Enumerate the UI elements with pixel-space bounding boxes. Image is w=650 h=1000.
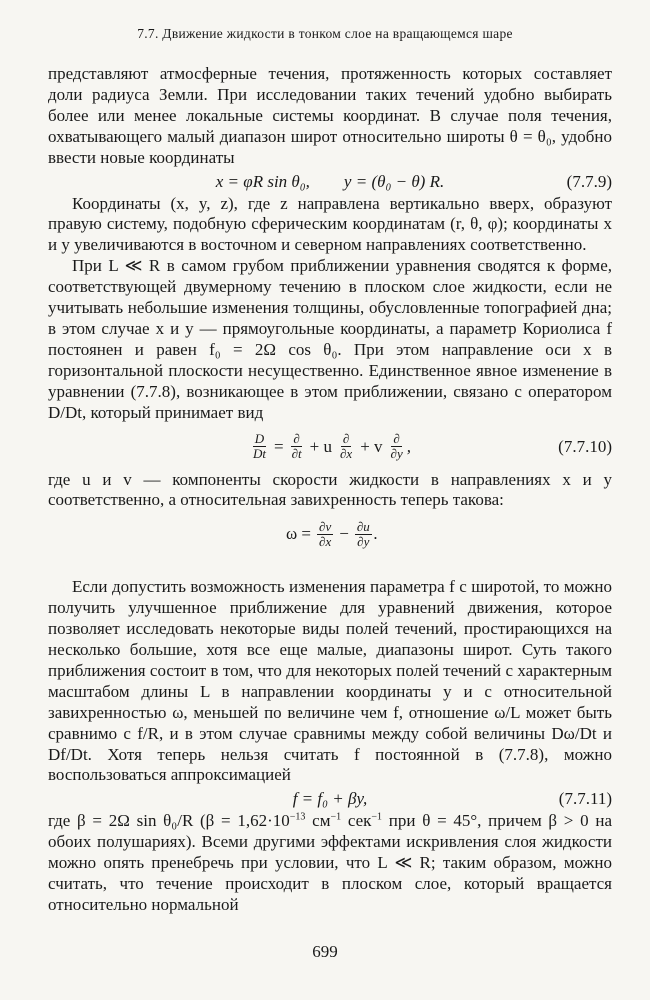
frac-denominator: ∂t xyxy=(291,446,302,461)
equation-7-7-10-body xyxy=(48,424,612,470)
equation-number-7-7-9: (7.7.9) xyxy=(566,171,612,191)
plus-v-term: + v xyxy=(360,436,383,456)
frac-numerator: ∂ xyxy=(393,431,400,446)
equation-7-7-11-body: f = f₀ + βy, xyxy=(292,789,368,809)
equals-sign: = xyxy=(274,436,284,456)
paragraph-1: представляют атмосферные течения, протяженность которых составляет доли радиуса Земли. При исследовании таких течений удобно выбирать более или менее локальные системы координат. В случае поля течения, охватывающего малый диапазон широт относительно широты θ = θ₀, удобно ввести новые координаты xyxy=(48,64,612,167)
exponent: −13 xyxy=(289,811,306,823)
equation-7-7-9-body: x = φR sin θ₀, y = (θ₀ − θ) R. xyxy=(215,171,445,191)
p6-part-c: сек xyxy=(341,811,372,831)
frac-numerator: ∂v xyxy=(319,518,332,534)
paragraph-3: При L ≪ R в самом грубом приближении уравнения сводятся к форме, соответствующей двумерному течению в плоском слое жидкости, если не учитывать небольшие изменения толщины, обусловленные топографией дна; в этом случае x и y — прямоугольные координаты, а параметр Кориолиса f постоянен и равен f₀ = 2Ω cos θ₀. При этом направление оси x в горизонтальной плоскости несущественно. Единственное явное изменение в уравнении (7.7.8), возникающее в этом приближении, связано с оператором D/Dt, который принимает вид xyxy=(48,256,612,422)
frac-denominator: ∂y xyxy=(357,533,370,549)
equation-number-7-7-10: (7.7.10) xyxy=(558,436,612,456)
frac-denominator: ∂x xyxy=(339,446,353,461)
paragraph-6 xyxy=(48,811,612,916)
running-header: 7.7. Движение жидкости в тонком слое на вращающемся шаре xyxy=(137,26,513,41)
plus-u-term: + u xyxy=(309,436,332,456)
fraction-dv-dx xyxy=(317,520,333,549)
paragraph-2: Координаты (x, y, z), где z направлена вертикально вверх, образуют правую систему, подобную сферическим координатам (r, θ, φ); координаты x и y увеличиваются в восточном и северном направлениях соответственно. xyxy=(48,193,612,255)
frac-numerator: ∂ xyxy=(293,431,300,446)
paragraph-5: Если допустить возможность изменения параметра f с широтой, то можно получить улучшенное приближение для уравнений движения, которое позволяет исследовать некоторые виды полей течений, простирающихся на несколько большие, хотя все еще малые, диапазоны широт. Суть такого приближения состоит в том, что для некоторых полей течений с характерным масштабом длины L в направлении координаты y и с относительной завихренностью ω, меньшей по величине чем f, отношение ω/L может быть сравнимо с f/R, и в этом случае сравнимы между собой величины Dω/Dt и Df/Dt. Хотя теперь нельзя считать f постоянной в (7.7.8), можно воспользоваться аппроксимацией xyxy=(48,577,612,785)
fraction-partial-t xyxy=(290,432,304,461)
frac-numerator: ∂ xyxy=(342,431,350,446)
fraction-partial-y xyxy=(389,432,405,461)
fraction-D-Dt xyxy=(251,432,268,461)
equation-number-7-7-11: (7.7.11) xyxy=(558,789,612,809)
equation-7-7-11 xyxy=(48,786,612,811)
frac-numerator: ∂u xyxy=(356,518,370,534)
exponent: −1 xyxy=(330,811,342,823)
frac-denominator: ∂x xyxy=(319,533,332,549)
frac-denominator: Dt xyxy=(253,446,266,461)
omega-equals: ω = xyxy=(285,524,312,544)
p6-part-d: при θ = 45°, причем β > 0 на обоих полушариях). Всеми другими эффектами искривления слоя жидкости можно опять пренебречь при условии, что L ≪ R; таким образом, можно считать, что течение происходит в плоском слое, который вращается относительно нормальной xyxy=(48,811,612,914)
paragraph-4: где u и v — компоненты скорости жидкости в направлениях x и y соответственно, а относительная завихренность теперь такова: xyxy=(48,469,612,510)
equation-comma: , xyxy=(406,436,411,456)
equation-7-7-10 xyxy=(48,424,612,470)
p6-part-b: см xyxy=(305,811,331,831)
exponent: −1 xyxy=(371,811,383,823)
equation-period: . xyxy=(373,524,378,544)
fraction-partial-x xyxy=(338,432,354,461)
equation-vorticity xyxy=(48,511,612,557)
equation-vorticity-body xyxy=(48,511,612,557)
frac-denominator: ∂y xyxy=(390,446,403,461)
equation-7-7-9 xyxy=(48,169,612,194)
frac-numerator: D xyxy=(254,431,265,446)
p6-part-a: где β = 2Ω sin θ₀/R (β = 1,62·10 xyxy=(48,811,290,831)
paragraph-gap xyxy=(48,557,612,577)
minus-sign: − xyxy=(339,524,349,544)
page-number: 699 xyxy=(312,942,338,961)
page-body xyxy=(48,64,612,916)
fraction-du-dy xyxy=(355,520,372,549)
